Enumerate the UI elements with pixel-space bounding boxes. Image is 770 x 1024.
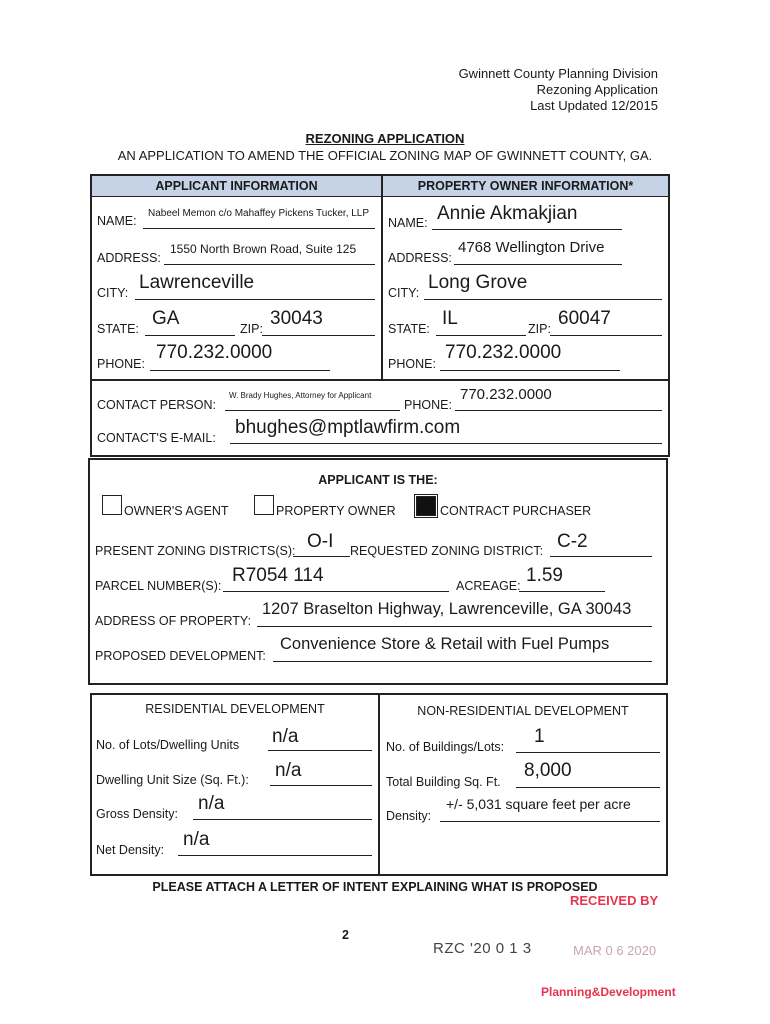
acreage-line bbox=[519, 591, 605, 592]
applicant-phone-label: PHONE: bbox=[97, 357, 145, 371]
owner-phone-value[interactable]: 770.232.0000 bbox=[445, 342, 562, 363]
owner-name-label: NAME: bbox=[388, 216, 428, 230]
present-zoning-line bbox=[293, 556, 350, 557]
owner-city-line bbox=[424, 299, 662, 300]
lots-label: No. of Lots/Dwelling Units bbox=[96, 738, 240, 752]
gross-density-line bbox=[193, 819, 372, 820]
applicant-state-value[interactable]: GA bbox=[152, 308, 180, 329]
attach-note: PLEASE ATTACH A LETTER OF INTENT EXPLAINING WHAT IS PROPOSED bbox=[152, 880, 598, 894]
proposed-development-value[interactable]: Convenience Store & Retail with Fuel Pumps bbox=[280, 635, 610, 653]
residential-heading: RESIDENTIAL DEVELOPMENT bbox=[145, 702, 325, 716]
contract-purchaser-checkbox[interactable] bbox=[416, 496, 436, 516]
applicant-city-line bbox=[135, 299, 375, 300]
contact-email-line bbox=[230, 443, 662, 444]
property-owner-label: PROPERTY OWNER bbox=[276, 504, 396, 518]
applicant-state-line bbox=[145, 335, 235, 336]
contact-phone-value[interactable]: 770.232.0000 bbox=[460, 386, 552, 403]
department-stamp: Planning&Development bbox=[541, 985, 676, 999]
applicant-phone-line bbox=[150, 370, 330, 371]
applicant-zip-line bbox=[262, 335, 375, 336]
applicant-owner-divider bbox=[381, 175, 383, 380]
owner-state-line bbox=[436, 335, 526, 336]
development-divider bbox=[378, 694, 380, 875]
owners-agent-checkbox[interactable] bbox=[102, 495, 122, 515]
buildings-line bbox=[516, 752, 660, 753]
net-density-label: Net Density: bbox=[96, 843, 165, 857]
density-value[interactable]: +/- 5,031 square feet per acre bbox=[446, 796, 631, 812]
applicant-phone-value[interactable]: 770.232.0000 bbox=[156, 342, 273, 363]
property-owner-checkbox[interactable] bbox=[254, 495, 274, 515]
contact-person-line bbox=[225, 410, 400, 411]
owner-address-line bbox=[454, 264, 622, 265]
proposed-development-label: PROPOSED DEVELOPMENT: bbox=[95, 649, 266, 663]
contact-email-label: CONTACT'S E-MAIL: bbox=[97, 431, 216, 445]
property-address-line bbox=[257, 626, 652, 627]
page-number: 2 bbox=[342, 928, 349, 942]
owner-zip-label: ZIP: bbox=[528, 322, 551, 336]
gross-density-label: Gross Density: bbox=[96, 807, 178, 821]
owner-info-heading: PROPERTY OWNER INFORMATION* bbox=[383, 176, 668, 197]
header-updated: Last Updated 12/2015 bbox=[530, 98, 658, 113]
owner-name-value[interactable]: Annie Akmakjian bbox=[437, 203, 578, 224]
owner-state-value[interactable]: IL bbox=[442, 308, 458, 329]
owner-zip-line bbox=[550, 335, 662, 336]
contract-purchaser-label: CONTRACT PURCHASER bbox=[440, 504, 592, 518]
header-form-name: Rezoning Application bbox=[536, 82, 658, 97]
present-zoning-value[interactable]: O-I bbox=[307, 531, 334, 552]
net-density-value[interactable]: n/a bbox=[183, 829, 210, 850]
lots-value[interactable]: n/a bbox=[272, 726, 299, 747]
owners-agent-label: OWNER'S AGENT bbox=[124, 504, 229, 518]
gross-density-value[interactable]: n/a bbox=[198, 793, 225, 814]
owner-address-value[interactable]: 4768 Wellington Drive bbox=[458, 239, 605, 256]
applicant-city-label: CITY: bbox=[97, 286, 129, 300]
page-subtitle: AN APPLICATION TO AMEND THE OFFICIAL ZONING MAP OF GWINNETT COUNTY, GA. bbox=[117, 148, 653, 163]
contact-phone-label: PHONE: bbox=[404, 398, 452, 412]
owner-phone-label: PHONE: bbox=[388, 357, 436, 371]
property-address-value[interactable]: 1207 Braselton Highway, Lawrenceville, GA 30043 bbox=[262, 600, 632, 618]
requested-zoning-line bbox=[550, 556, 652, 557]
applicant-info-heading: APPLICANT INFORMATION bbox=[92, 176, 381, 197]
proposed-development-line bbox=[273, 661, 652, 662]
applicant-address-line bbox=[164, 264, 375, 265]
applicant-zip-value[interactable]: 30043 bbox=[270, 308, 323, 329]
parcel-number-line bbox=[223, 591, 449, 592]
contact-email-value[interactable]: bhughes@mptlawfirm.com bbox=[235, 417, 461, 438]
received-stamp: RECEIVED BY bbox=[570, 893, 659, 908]
present-zoning-label: PRESENT ZONING DISTRICTS(S): bbox=[95, 544, 296, 558]
date-received-stamp: MAR 0 6 2020 bbox=[573, 943, 657, 958]
buildings-label: No. of Buildings/Lots: bbox=[386, 740, 505, 754]
acreage-value[interactable]: 1.59 bbox=[526, 565, 563, 586]
applicant-zip-label: ZIP: bbox=[240, 322, 263, 336]
case-number-stamp: RZC '20 0 1 3 bbox=[433, 940, 532, 957]
density-line bbox=[440, 821, 660, 822]
header-division: Gwinnett County Planning Division bbox=[458, 66, 658, 81]
contact-person-value[interactable]: W. Brady Hughes, Attorney for Applicant bbox=[229, 391, 372, 400]
nonresidential-heading: NON-RESIDENTIAL DEVELOPMENT bbox=[417, 704, 629, 718]
requested-zoning-label: REQUESTED ZONING DISTRICT: bbox=[350, 544, 544, 558]
requested-zoning-value[interactable]: C-2 bbox=[557, 531, 588, 552]
owner-zip-value[interactable]: 60047 bbox=[558, 308, 611, 329]
contact-person-label: CONTACT PERSON: bbox=[97, 398, 216, 412]
total-sqft-line bbox=[516, 787, 660, 788]
net-density-line bbox=[178, 855, 372, 856]
owner-phone-line bbox=[440, 370, 620, 371]
applicant-address-value[interactable]: 1550 North Brown Road, Suite 125 bbox=[170, 242, 357, 256]
density-label: Density: bbox=[386, 809, 432, 823]
applicant-state-label: STATE: bbox=[97, 322, 139, 336]
owner-name-line bbox=[432, 229, 622, 230]
applicant-city-value[interactable]: Lawrenceville bbox=[139, 272, 255, 293]
owner-address-label: ADDRESS: bbox=[388, 251, 452, 265]
lots-line bbox=[268, 750, 372, 751]
applicant-address-label: ADDRESS: bbox=[97, 251, 161, 265]
owner-city-label: CITY: bbox=[388, 286, 420, 300]
parcel-number-label: PARCEL NUMBER(S): bbox=[95, 579, 222, 593]
applicant-name-value[interactable]: Nabeel Memon c/o Mahaffey Pickens Tucker, LLP bbox=[148, 208, 370, 219]
buildings-value[interactable]: 1 bbox=[534, 726, 545, 747]
property-address-label: ADDRESS OF PROPERTY: bbox=[95, 614, 252, 628]
page-title: REZONING APPLICATION bbox=[305, 131, 465, 146]
applicant-is-heading: APPLICANT IS THE: bbox=[318, 473, 438, 487]
total-sqft-label: Total Building Sq. Ft. bbox=[386, 775, 501, 789]
unit-size-label: Dwelling Unit Size (Sq. Ft.): bbox=[96, 773, 249, 787]
owner-state-label: STATE: bbox=[388, 322, 430, 336]
total-sqft-value[interactable]: 8,000 bbox=[524, 760, 572, 781]
applicant-name-line bbox=[143, 228, 375, 229]
unit-size-line bbox=[270, 785, 372, 786]
owner-city-value[interactable]: Long Grove bbox=[428, 272, 528, 293]
acreage-label: ACREAGE: bbox=[456, 579, 521, 593]
parcel-number-value[interactable]: R7054 114 bbox=[232, 565, 324, 586]
applicant-name-label: NAME: bbox=[97, 214, 137, 228]
unit-size-value[interactable]: n/a bbox=[275, 760, 302, 781]
contact-phone-line bbox=[455, 410, 662, 411]
